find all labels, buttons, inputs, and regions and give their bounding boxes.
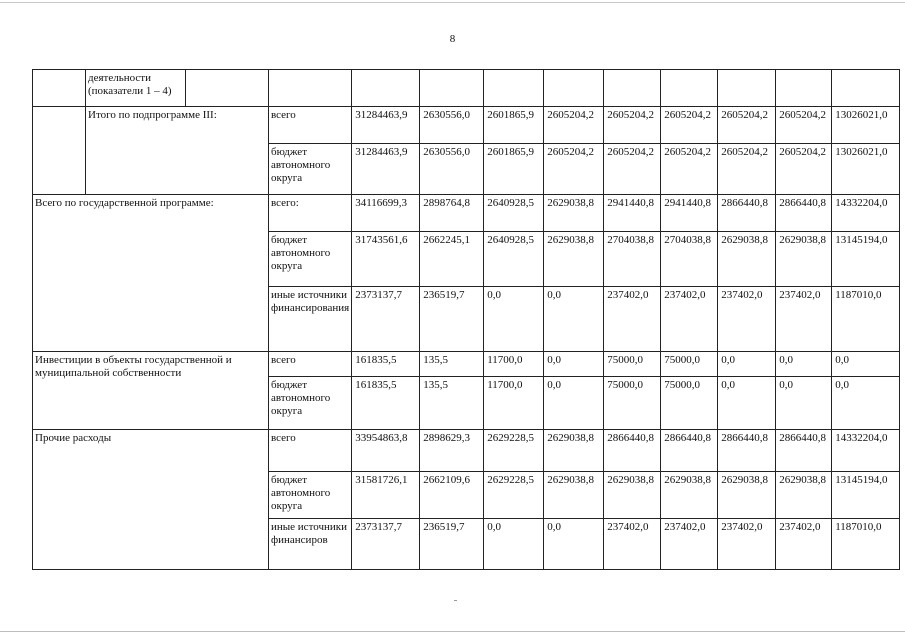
value-cell: 13026021,0 xyxy=(832,107,900,144)
value-cell: 2373137,7 xyxy=(352,519,420,570)
value-cell: 2630556,0 xyxy=(420,107,484,144)
value-cell: 2662245,1 xyxy=(420,232,484,287)
source-label: бюджет автономного округа xyxy=(269,472,352,519)
table-cell xyxy=(832,70,900,107)
value-cell: 135,5 xyxy=(420,352,484,377)
value-cell: 2601865,9 xyxy=(484,107,544,144)
source-label: всего xyxy=(269,430,352,472)
value-cell: 2629038,8 xyxy=(544,232,604,287)
value-cell: 75000,0 xyxy=(661,377,718,430)
table-cell xyxy=(33,70,86,107)
value-cell: 31743561,6 xyxy=(352,232,420,287)
value-cell: 2866440,8 xyxy=(776,430,832,472)
value-cell: 2898764,8 xyxy=(420,195,484,232)
value-cell: 2629228,5 xyxy=(484,430,544,472)
value-cell: 2605204,2 xyxy=(776,144,832,195)
value-cell: 161835,5 xyxy=(352,352,420,377)
source-label: иные источники финансирования xyxy=(269,287,352,352)
value-cell: 236519,7 xyxy=(420,519,484,570)
value-cell: 2866440,8 xyxy=(661,430,718,472)
value-cell: 0,0 xyxy=(544,519,604,570)
table-row xyxy=(33,70,900,107)
value-cell: 2898629,3 xyxy=(420,430,484,472)
value-cell: 0,0 xyxy=(544,287,604,352)
value-cell: 14332204,0 xyxy=(832,195,900,232)
continuation-label: деятельности (показатели 1 – 4) xyxy=(86,70,186,107)
value-cell: 2605204,2 xyxy=(544,144,604,195)
value-cell: 0,0 xyxy=(776,377,832,430)
table-cell xyxy=(33,107,86,195)
value-cell: 2629038,8 xyxy=(776,472,832,519)
value-cell: 0,0 xyxy=(484,287,544,352)
value-cell: 237402,0 xyxy=(661,519,718,570)
source-label: бюджет автономного округа xyxy=(269,377,352,430)
value-cell: 2629228,5 xyxy=(484,472,544,519)
value-cell: 2941440,8 xyxy=(661,195,718,232)
budget-table xyxy=(32,69,900,570)
scan-edge-bottom xyxy=(0,631,905,632)
value-cell: 14332204,0 xyxy=(832,430,900,472)
value-cell: 2941440,8 xyxy=(604,195,661,232)
value-cell: 0,0 xyxy=(718,377,776,430)
section-title: Прочие расходы xyxy=(33,430,269,570)
value-cell: 2605204,2 xyxy=(661,144,718,195)
source-label: всего xyxy=(269,352,352,377)
value-cell: 0,0 xyxy=(544,352,604,377)
value-cell: 2629038,8 xyxy=(544,472,604,519)
value-cell: 11700,0 xyxy=(484,377,544,430)
value-cell: 31581726,1 xyxy=(352,472,420,519)
source-label: всего xyxy=(269,107,352,144)
value-cell: 2866440,8 xyxy=(718,195,776,232)
value-cell: 0,0 xyxy=(484,519,544,570)
value-cell: 2629038,8 xyxy=(718,472,776,519)
value-cell: 237402,0 xyxy=(604,287,661,352)
value-cell: 2640928,5 xyxy=(484,195,544,232)
value-cell: 11700,0 xyxy=(484,352,544,377)
section-title: Итого по подпрограмме III: xyxy=(86,107,269,195)
value-cell: 2605204,2 xyxy=(718,107,776,144)
value-cell: 2605204,2 xyxy=(776,107,832,144)
value-cell: 0,0 xyxy=(718,352,776,377)
source-label: бюджет автономного округа xyxy=(269,144,352,195)
value-cell: 2866440,8 xyxy=(718,430,776,472)
table-cell xyxy=(186,70,269,107)
table-cell xyxy=(484,70,544,107)
value-cell: 237402,0 xyxy=(718,287,776,352)
value-cell: 135,5 xyxy=(420,377,484,430)
source-label: бюджет автономного округа xyxy=(269,232,352,287)
section-title: Инвестиции в объекты государственной и муниципальной собственности xyxy=(33,352,269,430)
value-cell: 75000,0 xyxy=(604,352,661,377)
value-cell: 237402,0 xyxy=(776,519,832,570)
value-cell: 236519,7 xyxy=(420,287,484,352)
source-label: всего: xyxy=(269,195,352,232)
value-cell: 237402,0 xyxy=(718,519,776,570)
value-cell: 2629038,8 xyxy=(544,430,604,472)
value-cell: 13026021,0 xyxy=(832,144,900,195)
value-cell: 237402,0 xyxy=(776,287,832,352)
value-cell: 0,0 xyxy=(776,352,832,377)
value-cell: 2704038,8 xyxy=(604,232,661,287)
source-label: иные источники финансиров xyxy=(269,519,352,570)
value-cell: 2866440,8 xyxy=(776,195,832,232)
value-cell: 237402,0 xyxy=(604,519,661,570)
table-cell xyxy=(776,70,832,107)
value-cell: 2601865,9 xyxy=(484,144,544,195)
value-cell: 34116699,3 xyxy=(352,195,420,232)
value-cell: 33954863,8 xyxy=(352,430,420,472)
section-title: Всего по государственной программе: xyxy=(33,195,269,352)
value-cell: 2605204,2 xyxy=(661,107,718,144)
value-cell: 2373137,7 xyxy=(352,287,420,352)
table-row xyxy=(33,352,900,377)
value-cell: 161835,5 xyxy=(352,377,420,430)
table-cell xyxy=(420,70,484,107)
value-cell: 2662109,6 xyxy=(420,472,484,519)
value-cell: 0,0 xyxy=(544,377,604,430)
value-cell: 31284463,9 xyxy=(352,144,420,195)
value-cell: 2866440,8 xyxy=(604,430,661,472)
value-cell: 2640928,5 xyxy=(484,232,544,287)
scan-speck xyxy=(454,600,457,601)
table-row xyxy=(33,107,900,144)
value-cell: 13145194,0 xyxy=(832,472,900,519)
value-cell: 1187010,0 xyxy=(832,519,900,570)
value-cell: 237402,0 xyxy=(661,287,718,352)
value-cell: 2629038,8 xyxy=(661,472,718,519)
value-cell: 2605204,2 xyxy=(544,107,604,144)
table-cell xyxy=(352,70,420,107)
value-cell: 2605204,2 xyxy=(718,144,776,195)
value-cell: 1187010,0 xyxy=(832,287,900,352)
value-cell: 2629038,8 xyxy=(604,472,661,519)
value-cell: 75000,0 xyxy=(604,377,661,430)
table-cell xyxy=(718,70,776,107)
value-cell: 2629038,8 xyxy=(544,195,604,232)
value-cell: 2630556,0 xyxy=(420,144,484,195)
value-cell: 31284463,9 xyxy=(352,107,420,144)
value-cell: 75000,0 xyxy=(661,352,718,377)
value-cell: 2605204,2 xyxy=(604,144,661,195)
table-cell xyxy=(269,70,352,107)
value-cell: 2605204,2 xyxy=(604,107,661,144)
value-cell: 2704038,8 xyxy=(661,232,718,287)
table-cell xyxy=(544,70,604,107)
table-cell xyxy=(661,70,718,107)
value-cell: 0,0 xyxy=(832,352,900,377)
value-cell: 2629038,8 xyxy=(718,232,776,287)
value-cell: 0,0 xyxy=(832,377,900,430)
table-row xyxy=(33,430,900,472)
value-cell: 13145194,0 xyxy=(832,232,900,287)
table-cell xyxy=(604,70,661,107)
scan-edge-top xyxy=(0,2,905,3)
value-cell: 2629038,8 xyxy=(776,232,832,287)
table-row xyxy=(33,195,900,232)
page-number: 8 xyxy=(449,33,456,45)
